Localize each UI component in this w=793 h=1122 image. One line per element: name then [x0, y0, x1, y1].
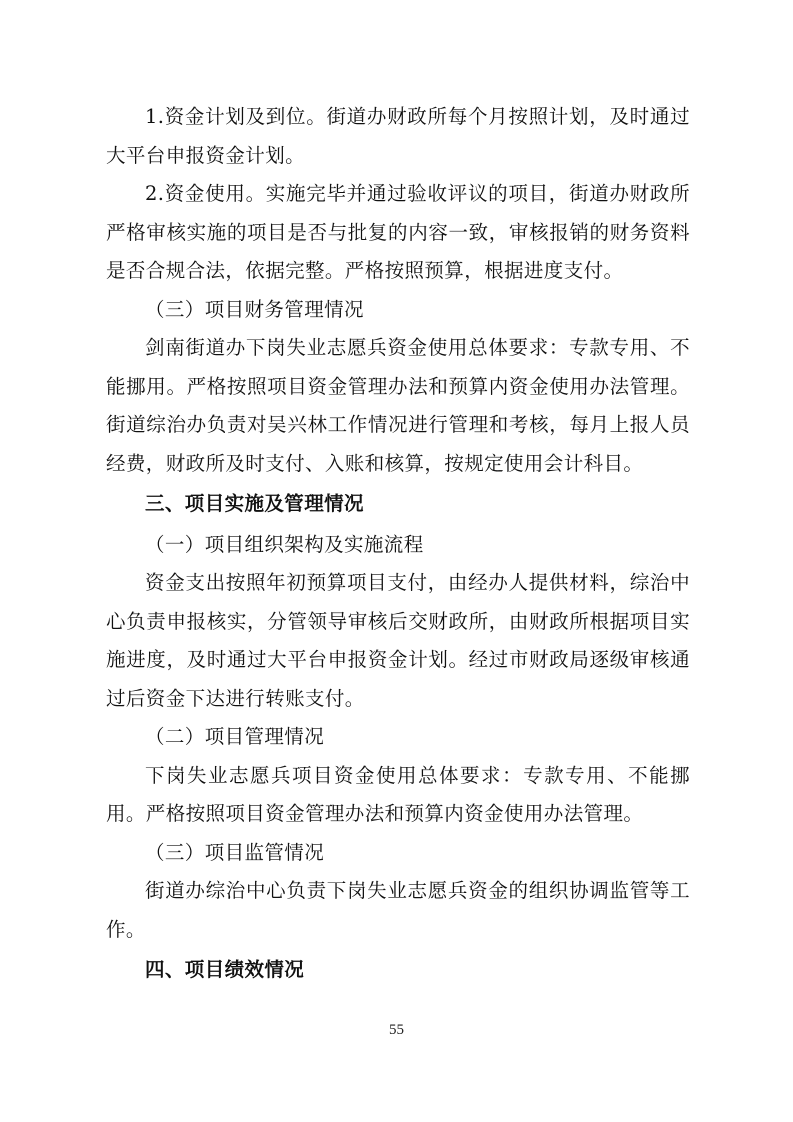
para-fund-plan: 1.资金计划及到位。街道办财政所每个月按照计划，及时通过大平台申报资金计划。	[106, 105, 690, 167]
heading-financial-management: （三）项目财务管理情况	[145, 297, 364, 321]
para-financial-management: 剑南街道办下岗失业志愿兵资金使用总体要求：专款专用、不能挪用。严格按照项目资金管理办法和预算内资金使用办法管理。街道综治办负责对吴兴林工作情况进行管理和考核，每月上报人员经费，财政所及时支付、入账和核算，按规定使用会计科目。	[106, 336, 690, 475]
para-fund-use: 2.资金使用。实施完毕并通过验收评议的项目，街道办财政所严格审核实施的项目是否与批复的内容一致，审核报销的财务资料是否合规合法，依据完整。严格按照预算，根据进度支付。	[106, 182, 690, 282]
document-body	[106, 98, 690, 992]
para-supervision: 街道办综治中心负责下岗失业志愿兵资金的组织协调监管等工作。	[106, 879, 690, 941]
para-project-management: 下岗失业志愿兵项目资金使用总体要求：专款专用、不能挪用。严格按照项目资金管理办法和预算内资金使用办法管理。	[106, 763, 690, 825]
heading-supervision: （三）项目监管情况	[145, 840, 325, 864]
heading-section-four: 四、项目绩效情况	[145, 958, 305, 981]
para-organization: 资金支出按照年初预算项目支付，由经办人提供材料，综治中心负责申报核实，分管领导审核后交财政所，由财政所根据项目实施进度，及时通过大平台申报资金计划。经过市财政局逐级审核通过后资金下达进行转账支付。	[106, 571, 690, 710]
heading-section-three: 三、项目实施及管理情况	[145, 492, 364, 515]
page-number: 55	[389, 1022, 404, 1038]
heading-project-management: （二）项目管理情况	[145, 725, 325, 748]
heading-organization: （一）项目组织架构及实施流程	[145, 532, 424, 556]
